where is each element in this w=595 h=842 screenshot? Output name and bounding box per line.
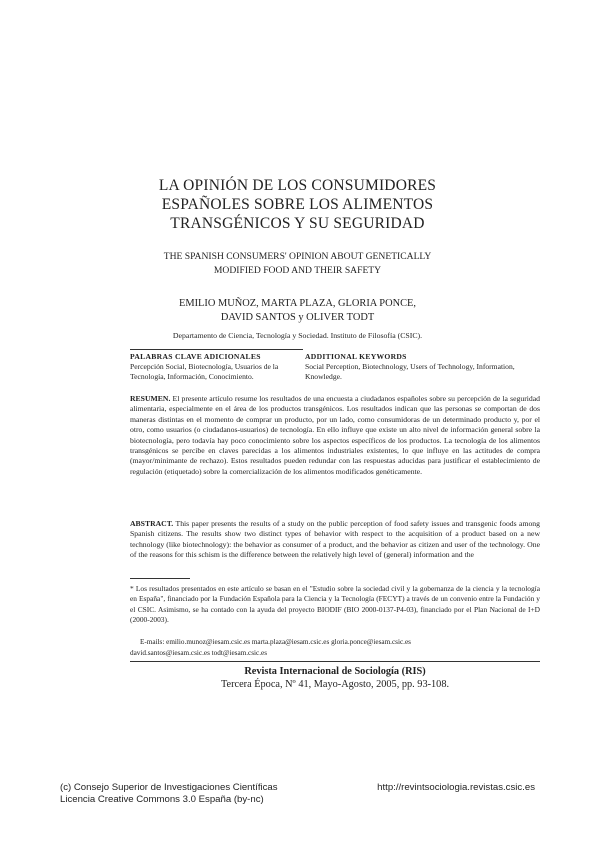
title-line: ESPAÑOLES SOBRE LOS ALIMENTOS — [161, 196, 434, 213]
keywords-es — [130, 352, 300, 382]
email-line — [140, 637, 540, 647]
keywords-es-title: PALABRAS CLAVE ADICIONALES — [130, 352, 261, 361]
keywords-rule-left — [130, 349, 303, 350]
email-line: david.santos@iesam.csic.es todt@iesam.csic.es — [130, 649, 267, 657]
footer-copyright-line: (c) Consejo Superior de Investigaciones Científicas — [60, 782, 278, 793]
abstract-paragraph — [130, 519, 540, 561]
email-label: E-mails: — [140, 638, 165, 646]
journal-info — [130, 665, 540, 691]
resumen-text: El presente artículo resume los resultados de una encuesta a ciudadanos españoles sobre su percepción de la seguridad alimentaria, especialmente en el área de los productos transgénicos. Los resultados indican que las personas se comportan de dos maneras distintas en el momento de comprar un producto, por un lado, como consumidoras de un determinado producto y, por el otro, como usuarios (o ciudadanos-usuarios) de tecnología. En ello influye que existe un alto nivel de información general sobre la biotecnología, pero todavía hay poco conocimiento sobre los aspectos específicos de los productos. La tecnología de los alimentos transgénicos se percibe en claves parecidas a los alimentos industriales existentes, lo que influye en las actitudes de compra (mayor/minimante de rechazo). Estos resultados pueden redundar con las respuestas aducidas para justificar el establecimiento de regulación (etiquetado) sobre la comercialización de los alimentos modificados genéticamente. — [130, 394, 541, 476]
abstract-lead: ABSTRACT. — [130, 519, 174, 528]
resumen-paragraph — [130, 394, 540, 477]
footer-license-line: Licencia Creative Commons 3.0 España (by-nc) — [60, 794, 264, 805]
footer-copyright — [60, 782, 340, 806]
journal-name: Revista Internacional de Sociología (RIS) — [244, 666, 426, 677]
journal-issue: Tercera Época, Nº 41, Mayo-Agosto, 2005, pp. 93-108. — [220, 679, 450, 690]
email-list: emilio.munoz@iesam.csic.es marta.plaza@iesam.csic.es gloria.ponce@iesam.csic.es — [166, 638, 411, 646]
article-subtitle — [60, 250, 535, 278]
keywords-en — [305, 352, 540, 382]
author-line: DAVID SANTOS y OLIVER TODT — [220, 312, 375, 323]
affiliation: Departamento de Ciencia, Tecnología y Sociedad. Instituto de Filosofía (CSIC). — [172, 331, 423, 340]
footnote: * Los resultados presentados en este artículo se basan en el "Estudio sobre la sociedad civil y la gobernanza de la ciencia y la tecnología en España", financiado por la Fundación Española para la Ciencia y la Tecnología (FECYT) a través de un convenio entre la Fundación y el CSIC. Asimismo, se ha contado con la ayuda del proyecto BIODIF (BIO 2000-0137-P4-03), financiado por el Plan Nacional de I+D (2000-2003). — [130, 584, 540, 624]
journal-rule — [130, 661, 540, 662]
article-title — [60, 176, 535, 233]
footnote-rule — [130, 578, 190, 579]
author-line: EMILIO MUÑOZ, MARTA PLAZA, GLORIA PONCE, — [179, 298, 416, 309]
title-line: TRANSGÉNICOS Y SU SEGURIDAD — [170, 215, 425, 232]
subtitle-line: MODIFIED FOOD AND THEIR SAFETY — [213, 265, 382, 276]
title-line: LA OPINIÓN DE LOS CONSUMIDORES — [158, 177, 437, 194]
keywords-en-title: ADDITIONAL KEYWORDS — [305, 352, 407, 361]
keywords-en-body: Social Perception, Biotechnology, Users of Technology, Information, Knowledge. — [305, 362, 515, 381]
subtitle-line: THE SPANISH CONSUMERS' OPINION ABOUT GENETICALLY — [163, 251, 432, 262]
footer-url-link[interactable]: http://revintsociologia.revistas.csic.es — [377, 782, 535, 793]
keywords-es-body: Percepción Social, Biotecnología, Usuarios de la Tecnología, Información, Conocimiento. — [130, 362, 279, 381]
author-list — [60, 297, 535, 325]
resumen-lead: RESUMEN. — [130, 394, 171, 403]
abstract-text: This paper presents the results of a study on the public perception of food safety issues and transgenic foods among Spanish citizens. The results show two distinct types of behavior with respect to the acquisition of a product based on a new technology (like biotechnology): the behavior as consumer of a product, and the behavior as citizen and user of the technology. One of the reasons for this schism is the difference between the relatively high level of (general) information and the — [130, 519, 540, 560]
